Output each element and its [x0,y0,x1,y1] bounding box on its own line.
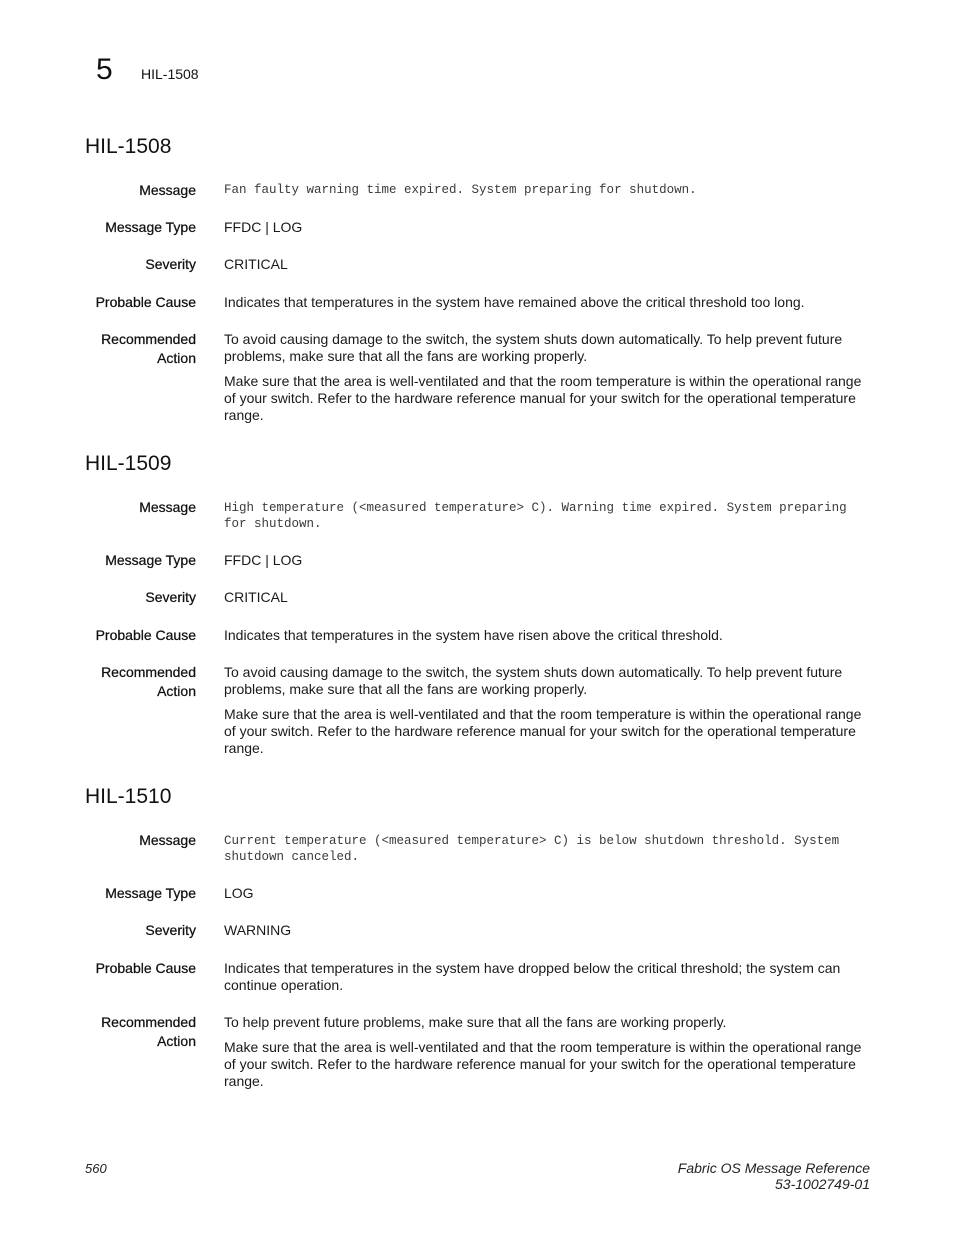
severity-value: CRITICAL [224,256,288,272]
recommended-label-line1: Recommended [101,331,196,347]
probable-cause-label: Probable Cause [95,294,196,310]
recommended-action-text-1: To help prevent future problems, make sure that all the fans are working properly. [224,1014,727,1030]
footer-book-title: Fabric OS Message Reference [677,1160,870,1176]
footer-doc-info [678,1160,870,1192]
severity-value: WARNING [224,922,292,938]
section-heading-hil-1509: HIL-1509 [85,452,172,475]
message-type-value: FFDC | LOG [224,552,303,568]
recommended-action-text-1: To avoid causing damage to the switch, the system shuts down automatically. To help prevent future problems, make sure that all the fans are working properly. [224,664,843,697]
probable-cause-label: Probable Cause [95,960,196,976]
severity-label: Severity [145,589,196,605]
section-heading-hil-1508: HIL-1508 [85,135,172,158]
recommended-label-line1: Recommended [101,664,196,680]
severity-label: Severity [145,922,196,938]
recommended-label-line1: Recommended [101,1014,196,1030]
footer-doc-number: 53-1002749-01 [775,1176,870,1192]
message-label: Message [139,832,196,848]
recommended-label-line2: Action [157,683,196,699]
recommended-action-label [56,1013,196,1051]
severity-value: CRITICAL [224,589,288,605]
recommended-action-text-2: Make sure that the area is well-ventilated and that the room temperature is within the operational range of your switch. Refer to the hardware reference manual for your switch for the operational temperature range. [224,373,862,423]
probable-cause-text: Indicates that temperatures in the system have risen above the critical threshold. [224,627,723,643]
recommended-action-text-1: To avoid causing damage to the switch, the system shuts down automatically. To help prevent future problems, make sure that all the fans are working properly. [224,331,843,364]
message-type-label: Message Type [105,885,196,901]
footer-page-number: 560 [85,1161,107,1176]
message-type-label: Message Type [105,219,196,235]
message-text: High temperature (<measured temperature> C). Warning time expired. System preparing for shutdown. [224,501,847,531]
probable-cause-label: Probable Cause [95,627,196,643]
chapter-number: 5 [96,53,113,86]
recommended-label-line2: Action [157,350,196,366]
recommended-action-label [56,663,196,701]
message-type-value: FFDC | LOG [224,219,303,235]
section-heading-hil-1510: HIL-1510 [85,785,172,808]
message-text: Fan faulty warning time expired. System preparing for shutdown. [224,183,697,197]
message-text: Current temperature (<measured temperature> C) is below shutdown threshold. System shutdown canceled. [224,834,840,864]
message-label: Message [139,182,196,198]
recommended-action-label [56,330,196,368]
severity-label: Severity [145,256,196,272]
running-header-title: HIL-1508 [141,66,199,82]
message-type-label: Message Type [105,552,196,568]
probable-cause-text: Indicates that temperatures in the system have remained above the critical threshold too long. [224,294,805,310]
probable-cause-text: Indicates that temperatures in the system have dropped below the critical threshold; the system can continue operation. [224,960,841,993]
message-label: Message [139,499,196,515]
recommended-label-line2: Action [157,1033,196,1049]
recommended-action-text-2: Make sure that the area is well-ventilated and that the room temperature is within the operational range of your switch. Refer to the hardware reference manual for your switch for the operational temperature range. [224,706,862,756]
recommended-action-text-2: Make sure that the area is well-ventilated and that the room temperature is within the operational range of your switch. Refer to the hardware reference manual for your switch for the operational temperature range. [224,1039,862,1089]
message-type-value: LOG [224,885,254,901]
